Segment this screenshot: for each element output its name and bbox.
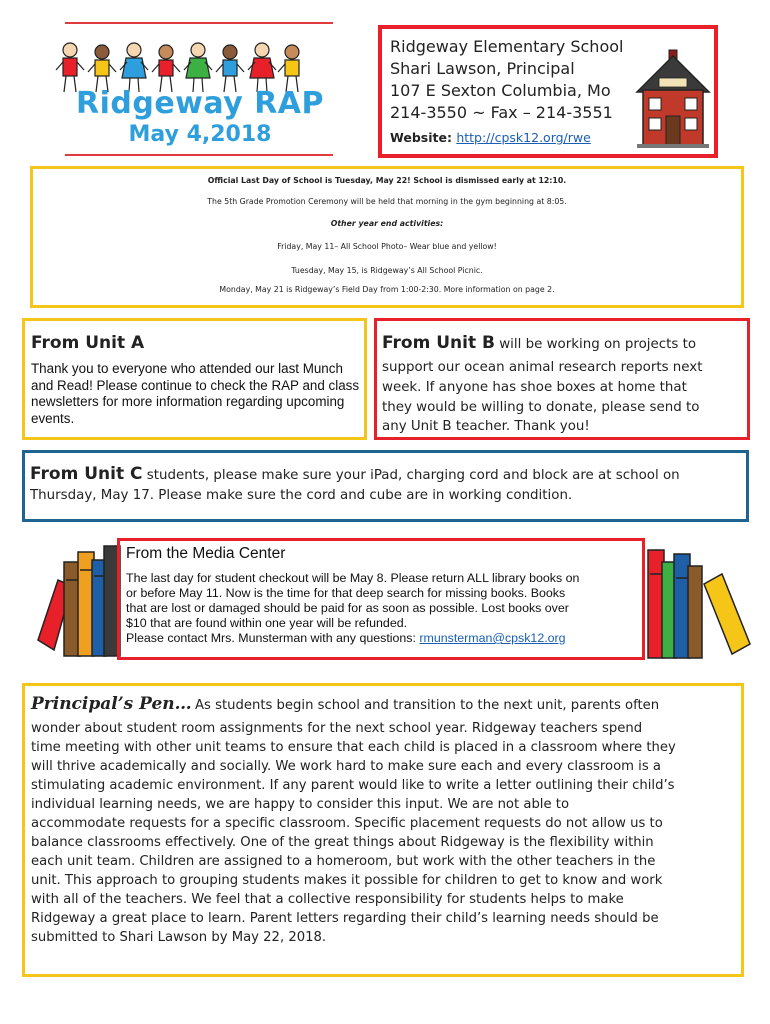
header-bottom-rule xyxy=(65,154,333,156)
field-day-notice: Monday, May 21 is Ridgeway’s Field Day from 1:00-2:30. More information on page 2. xyxy=(219,285,555,294)
media-center-box xyxy=(117,538,645,660)
school-name: Ridgeway Elementary School xyxy=(390,37,624,56)
header-top-rule xyxy=(65,22,333,24)
pen-line5: stimulating academic environment. If any parent would like to write a letter outlining their child’s xyxy=(31,778,675,793)
books-left-icon xyxy=(36,540,122,658)
pen-line9: each unit team. Children are assigned to a homeroom, but work with the other teachers in the xyxy=(31,854,656,869)
pen-line13: submitted to Shari Lawson by May 22, 2018. xyxy=(31,930,327,945)
pen-line2: wonder about student room assignments for the next school year. Ridgeway teachers spend xyxy=(31,721,643,736)
unit-b-line4: they would be willing to donate, please send to xyxy=(382,400,700,415)
pen-line11: with all of the teachers. We feel that a collective responsibility for students helps to make xyxy=(31,892,624,907)
unit-c-line2: Thursday, May 17. Please make sure the cord and cube are in working condition. xyxy=(30,488,573,503)
school-phone: 214-3550 ~ Fax – 214-3551 xyxy=(390,103,613,122)
website-link[interactable]: http://cpsk12.org/rwe xyxy=(456,130,591,145)
unit-b-first-line xyxy=(382,333,696,353)
pen-line6: individual learning needs, we are happy to consider this input. We are not able to xyxy=(31,797,570,812)
unit-b-line1: will be working on projects to xyxy=(494,337,697,352)
unit-b-box xyxy=(374,318,750,440)
unit-c-box xyxy=(22,450,749,522)
unit-b-line5: any Unit B teacher. Thank you! xyxy=(382,419,590,434)
pen-line12: Ridgeway a great place to learn. Parent letters regarding their child’s learning needs should be xyxy=(31,911,659,926)
activities-subheading: Other year end activities: xyxy=(330,219,444,228)
pen-line8: balance classrooms effectively. One of the great things about Ridgeway is the flexibility within xyxy=(31,835,654,850)
unit-b-line3: week. If anyone has shoe boxes at home that xyxy=(382,380,687,395)
unit-a-body: Thank you to everyone who attended our last Munch and Read! Please continue to check the RAP and class newsletters for more information regarding upcoming events. xyxy=(31,361,360,426)
pen-line1: As students begin school and transition to the next unit, parents often xyxy=(195,698,660,713)
school-photo-notice: Friday, May 11– All School Photo– Wear blue and yellow! xyxy=(277,242,497,251)
school-website xyxy=(390,130,591,145)
principals-pen-box xyxy=(22,683,744,977)
unit-c-line1: students, please make sure your iPad, charging cord and block are at school on xyxy=(142,468,680,483)
media-email-link[interactable]: rmunsterman@cpsk12.org xyxy=(419,631,566,645)
media-contact-line xyxy=(126,631,566,645)
schoolhouse-icon xyxy=(635,48,711,148)
pen-line4: will thrive academically and socially. We work hard to make sure each and every classroom is a xyxy=(31,759,661,774)
unit-a-heading: From Unit A xyxy=(31,333,145,353)
school-address: 107 E Sexton Columbia, Mo xyxy=(390,81,611,100)
unit-b-heading: From Unit B xyxy=(382,333,495,353)
media-line4: $10 that are found within one year will be refunded. xyxy=(126,616,408,630)
newsletter-title: Ridgeway RAP xyxy=(75,86,325,121)
media-center-title: From the Media Center xyxy=(126,545,286,562)
pen-line7: accommodate requests for a specific classroom. Specific placement requests do not allow us to xyxy=(31,816,663,831)
media-contact-text: Please contact Mrs. Munsterman with any questions: xyxy=(126,631,420,645)
promotion-ceremony-notice: The 5th Grade Promotion Ceremony will be held that morning in the gym beginning at 8:05. xyxy=(207,197,567,206)
website-label: Website: xyxy=(390,130,452,145)
last-day-notice: Official Last Day of School is Tuesday, May 22! School is dismissed early at 12:10. xyxy=(207,176,567,185)
unit-c-heading: From Unit C xyxy=(30,464,143,484)
pen-line3: time meeting with other unit teams to ensure that each child is placed in a classroom where they xyxy=(31,740,676,755)
announcement-box xyxy=(30,166,744,308)
newsletter-date: May 4,2018 xyxy=(128,122,272,147)
unit-a-box xyxy=(22,318,367,440)
books-right-icon xyxy=(642,544,754,662)
media-line3: that are lost or damaged should be paid for as soon as possible. Lost books over xyxy=(126,601,569,615)
media-line1: The last day for student checkout will be May 8. Please return ALL library books on xyxy=(126,571,580,585)
picnic-notice: Tuesday, May 15, is Ridgeway’s All School Picnic. xyxy=(291,266,483,275)
unit-b-line2: support our ocean animal research reports next xyxy=(382,360,703,375)
principals-pen-heading: Principal’s Pen… xyxy=(31,694,192,714)
pen-line10: unit. This approach to grouping students makes it possible for children to get to know and work xyxy=(31,873,663,888)
media-line2: or before May 11. Now is the time for that deep search for missing books. Books xyxy=(126,586,566,600)
unit-c-first-line xyxy=(30,464,680,484)
principal-name: Shari Lawson, Principal xyxy=(390,59,575,78)
